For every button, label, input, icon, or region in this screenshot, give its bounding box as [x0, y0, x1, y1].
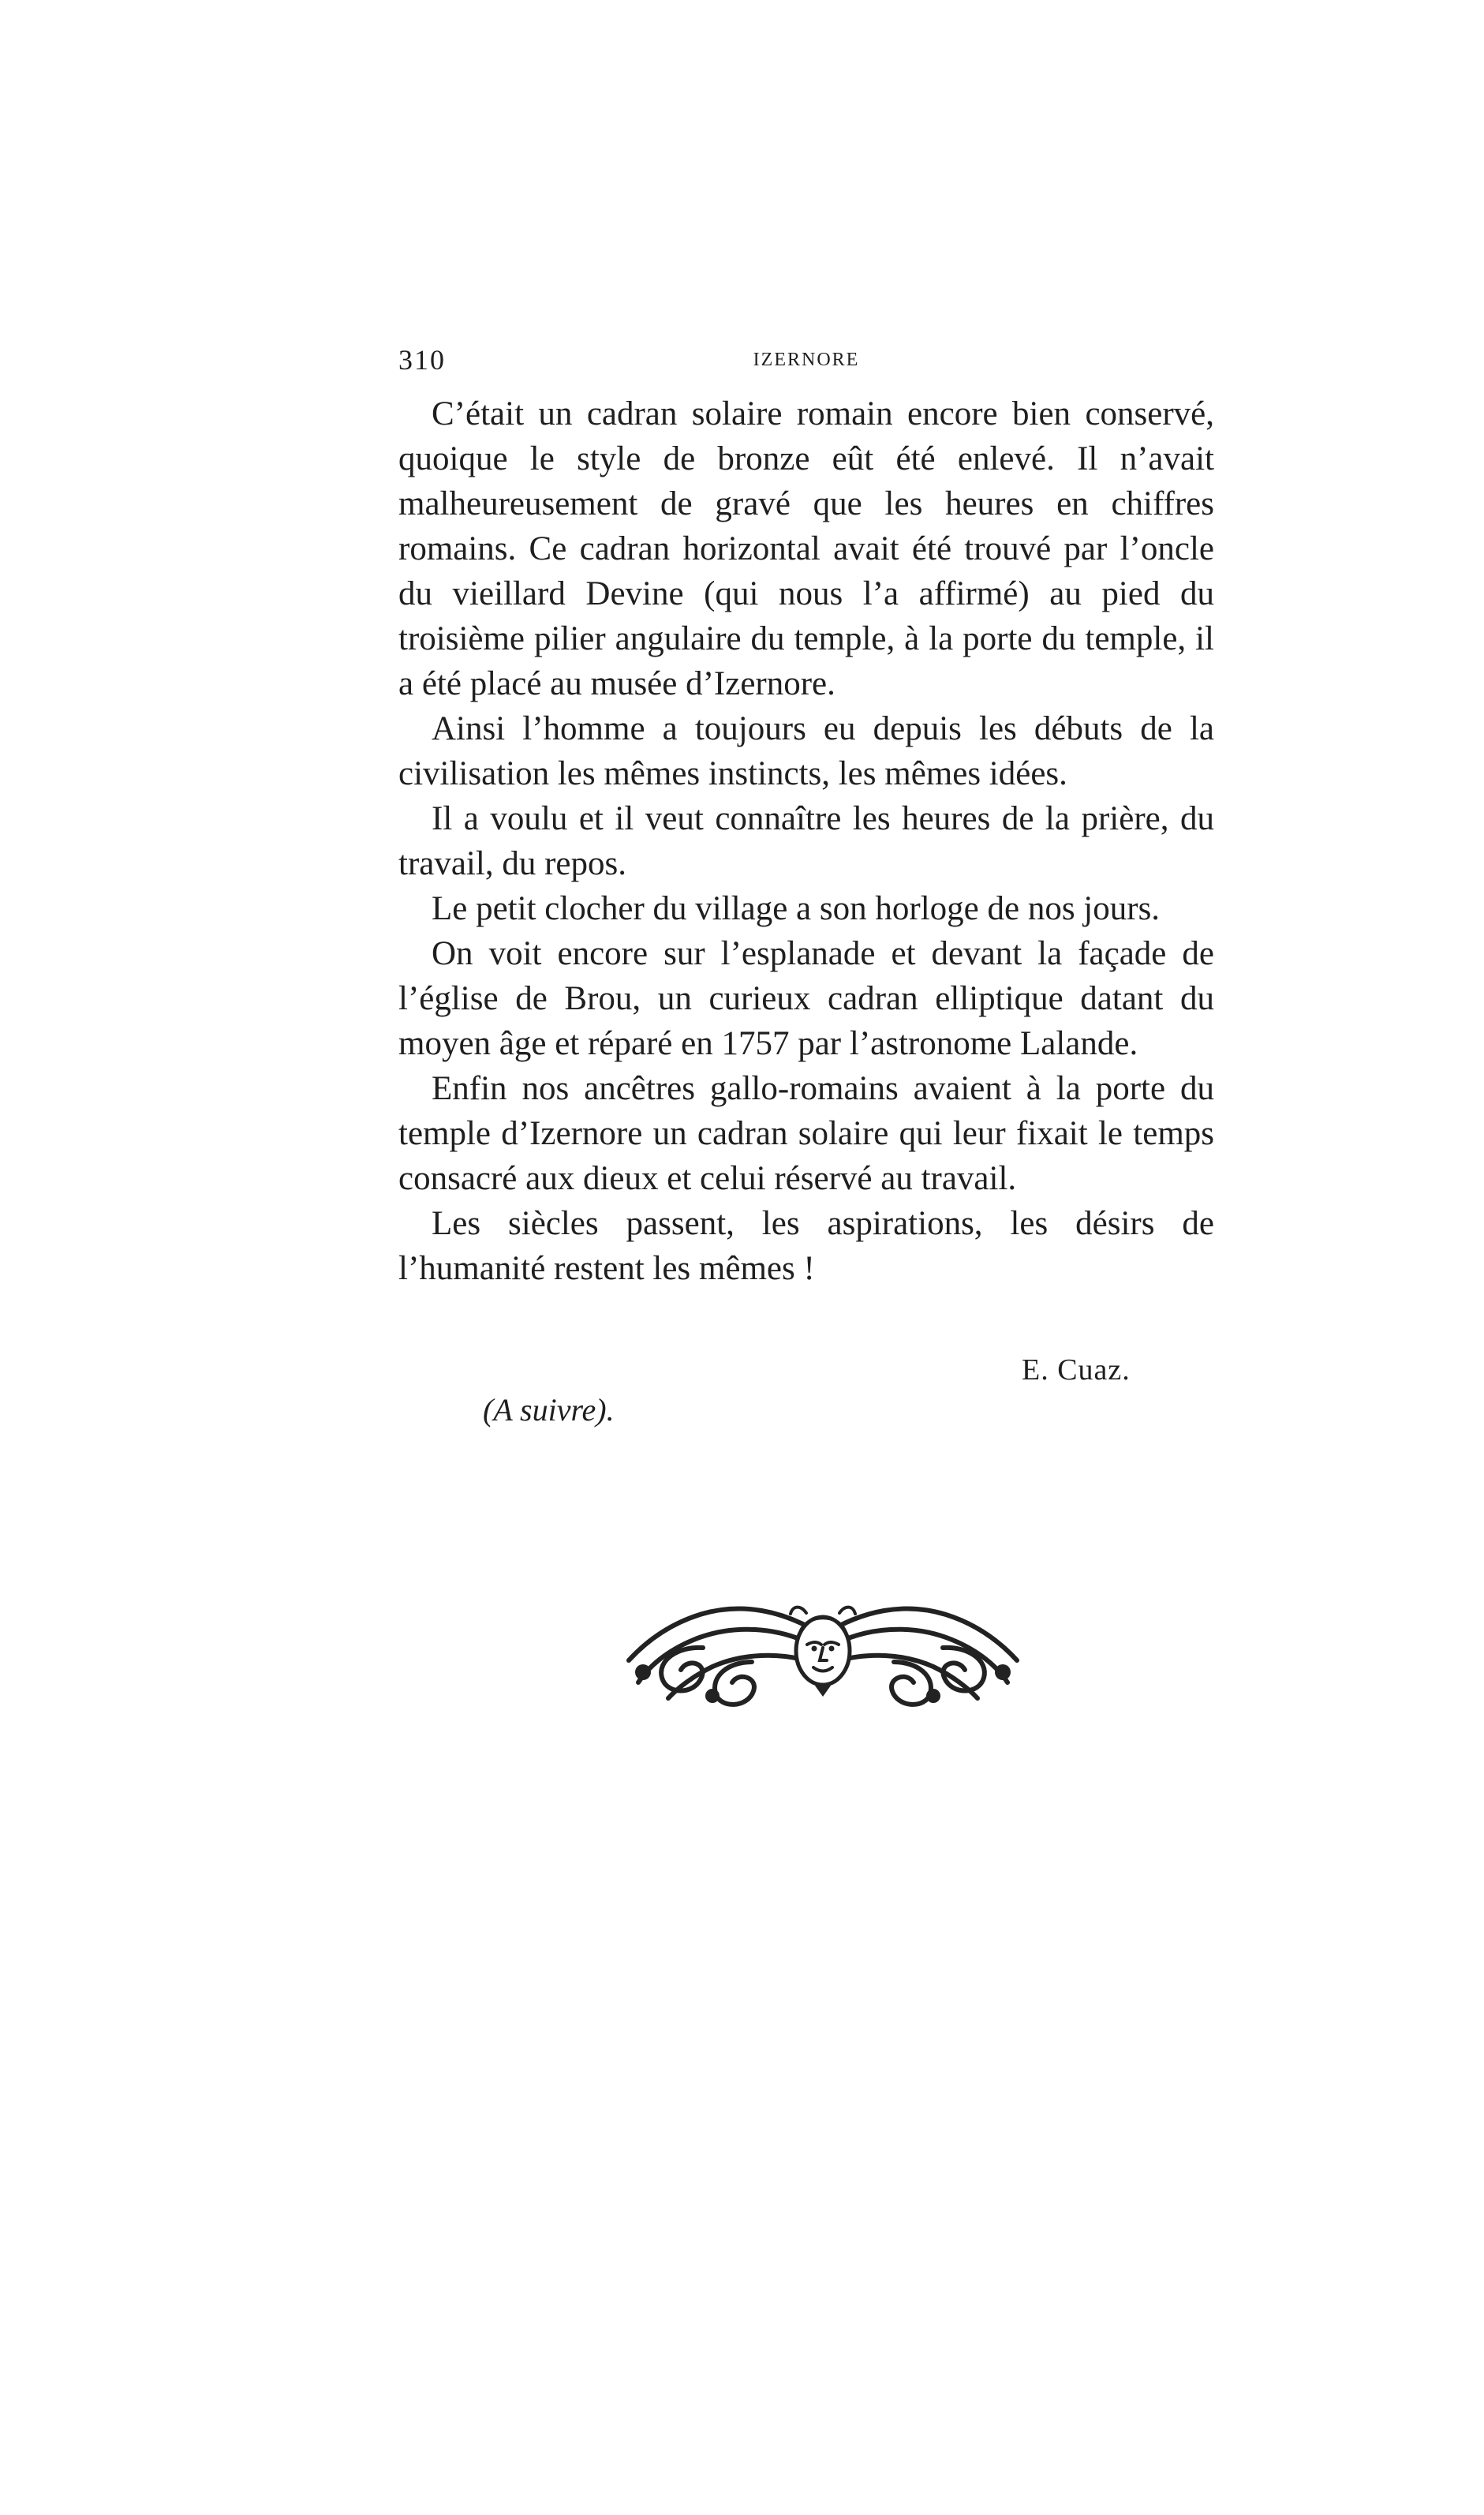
ornament-svg [613, 1578, 1033, 1720]
body-text [398, 391, 1214, 1291]
winged-head-ornament-icon [613, 1578, 1033, 1720]
page-header [398, 336, 1214, 384]
paragraph-7: Les siècles passent, les aspirations, les désirs de l’humanité restent les mêmes ! [398, 1205, 1214, 1287]
paragraph-3: Il a voulu et il veut connaître les heures de la prière, du travail, du repos. [398, 800, 1214, 882]
paragraph-4: Le petit clocher du village a son horloge de nos jours. [432, 890, 1161, 927]
page-number: 310 [398, 344, 446, 376]
paragraph-1: C’était un cadran solaire romain encore bien conservé, quoique le style de bronze eût été enlevé. Il n’avait malheureusement de gravé que les heures en chiffres romains. Ce cadran horizontal avait été trouvé par l’oncle du vieillard Devine (qui nous l’a affirmé) au pied du troisième pilier angulaire du temple, à la porte du temple, il a été placé au musée d’Izernore. [398, 395, 1214, 702]
paragraph-2: Ainsi l’homme a toujours eu depuis les débuts de la civilisation les mêmes instincts, les mêmes idées. [398, 710, 1214, 792]
continuation-note: (A suivre). [483, 1392, 615, 1428]
author-signature: E. Cuaz. [1022, 1353, 1131, 1387]
running-title: IZERNORE [753, 350, 860, 370]
paragraph-6: Enfin nos ancêtres gallo-romains avaient à la porte du temple d’Izernore un cadran solaire qui leur fixait le temps consacré aux dieux et celui réservé au travail. [398, 1070, 1214, 1197]
paragraph-5: On voit encore sur l’esplanade et devant la façade de l’église de Brou, un curieux cadran elliptique datant du moyen âge et réparé en 1757 par l’astronome Lalande. [398, 935, 1214, 1062]
